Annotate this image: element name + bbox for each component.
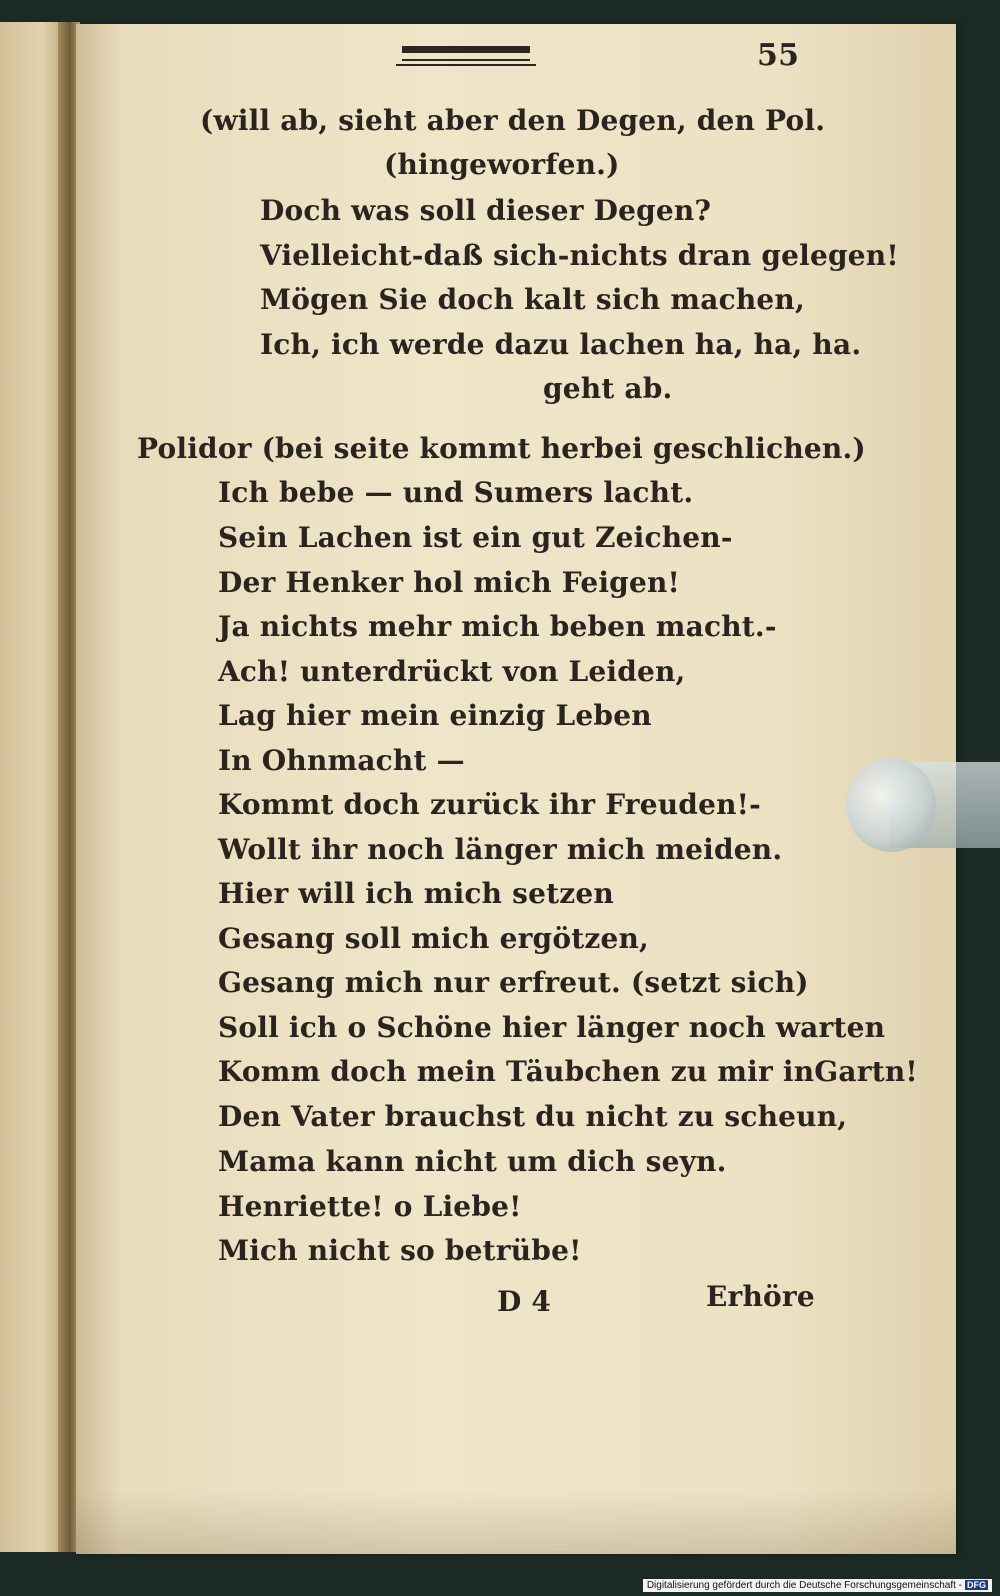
verse-line: Komm doch mein Täubchen zu mir inGartn! [218,1055,918,1088]
verse-line: Mama kann nicht um dich seyn. [218,1145,727,1178]
verse-line: Den Vater brauchst du nicht zu scheun, [218,1100,848,1133]
page-number: 55 [757,38,800,73]
verse-line: Gesang soll mich ergötzen, [218,922,649,955]
verse-line: Vielleicht-daß sich-nichts dran gelegen! [260,239,899,272]
page-clip [846,758,936,852]
verse-line: Der Henker hol mich Feigen! [218,566,681,599]
digitization-credit [643,1579,992,1592]
verse-line: Hier will ich mich setzen [218,877,614,910]
verse-line: Mögen Sie doch kalt sich machen, [260,283,805,316]
verse-line: Doch was soll dieser Degen? [260,194,712,227]
signature-mark: D 4 [497,1285,552,1318]
header-rule [402,46,530,53]
page-shadow [76,1490,956,1554]
dfg-logo: DFG [967,1580,986,1590]
stage-direction: (will ab, sieht aber den Degen, den Pol. [200,104,826,137]
header-rule [396,64,536,66]
verse-line: Mich nicht so betrübe! [218,1234,582,1267]
verse-line: Kommt doch zurück ihr Freuden!- [218,788,761,821]
verse-line: Lag hier mein einzig Leben [218,699,652,732]
header-rule [402,59,530,61]
verse-line: Wollt ihr noch länger mich meiden. [218,833,783,866]
verse-line: Ich, ich werde dazu lachen ha, ha, ha. [260,328,862,361]
verse-line: Ja nichts mehr mich beben macht.- [218,610,777,643]
verse-line: Sein Lachen ist ein gut Zeichen- [218,521,733,554]
verse-line: Gesang mich nur erfreut. (setzt sich) [218,966,809,999]
verse-line: Soll ich o Schöne hier länger noch warten [218,1011,886,1044]
verse-line: Ich bebe — und Sumers lacht. [218,476,694,509]
verse-line: In Ohnmacht — [218,744,465,777]
catchword: Erhöre [706,1280,815,1313]
speaker-line: Polidor (bei seite kommt herbei geschlichen.) [137,432,866,465]
stage-direction: (hingeworfen.) [384,148,620,181]
verse-line: Henriette! o Liebe! [218,1190,522,1223]
credit-text: Digitalisierung gefördert durch die Deutsche Forschungsgemeinschaft - [646,1580,962,1591]
stage-direction: geht ab. [543,372,673,405]
verse-line: Ach! unterdrückt von Leiden, [218,655,686,688]
